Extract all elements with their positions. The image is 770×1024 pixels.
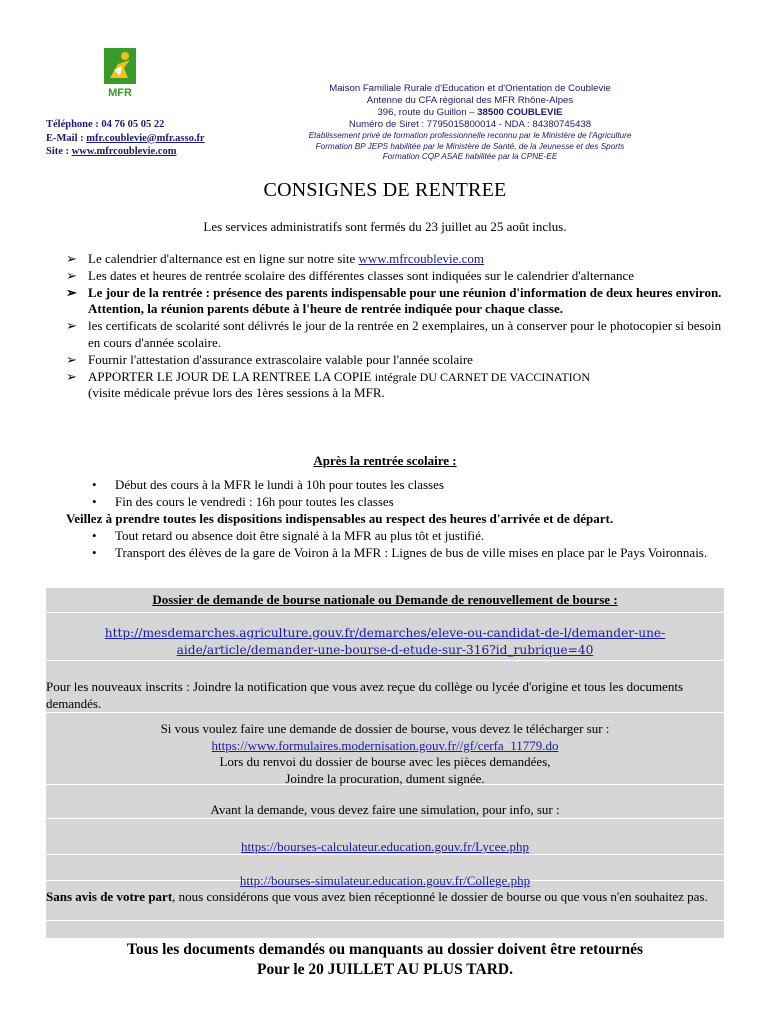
list-item: ➢ Le jour de la rentrée : présence des parents indispensable pour une réunion d'information de deux heures environ. Attention, la réunion parents débute à l'heure de rentrée indiquée pour chaque classe. <box>66 284 722 317</box>
agriculture-link-part-2[interactable]: aide/article/demander-une-bourse-d-etude-sur-316?id_rubrique=40 <box>176 643 594 657</box>
list-item: ➢ Les dates et heures de rentrée scolaire des différentes classes sont indiquées sur le calendrier d'alternance <box>66 267 635 283</box>
final-deadline <box>0 940 770 980</box>
simulation-note: Avant la demande, vous devez faire une simulation, pour info, sur : <box>210 802 560 817</box>
cerfa-link[interactable]: https://www.formulaires.modernisation.gouv.fr//gf/cerfa_11779.do <box>211 738 559 753</box>
arrow-bullet-icon: ➢ <box>66 368 77 384</box>
list-item: ➢ Le calendrier d'alternance est en ligne sur notre site www.mfrcoublevie.com <box>66 251 485 266</box>
arrow-bullet-icon: ➢ <box>66 318 77 334</box>
email-label: E-Mail : <box>46 132 87 144</box>
page-title: CONSIGNES DE RENTREE <box>263 179 507 201</box>
arrow-bullet-icon: ➢ <box>66 351 77 367</box>
mfr-logo <box>100 48 140 100</box>
org-line-1: Maison Familiale Rurale d'Education et d'Orientation de Coublevie <box>329 83 611 94</box>
phone: Téléphone : 04 76 05 05 22 <box>46 119 165 130</box>
instructions-list <box>66 251 726 402</box>
arrow-bullet-icon: ➢ <box>66 284 77 300</box>
final-line-2: Pour le 20 JUILLET AU PLUS TARD. <box>257 961 513 978</box>
proxy-note: Joindre la procuration, dument signée. <box>285 771 485 786</box>
org-line-5: Etablissement privé de formation professionnelle reconnu par le Ministère de l'Agriculture <box>308 131 632 140</box>
site-link[interactable]: www.mfrcoublevie.com <box>71 146 177 157</box>
rules-list <box>90 528 730 562</box>
site-link-inline[interactable]: www.mfrcoublevie.com <box>358 251 485 266</box>
org-siret: Numéro de Siret : 7795015800014 - NDA : 84380745438 <box>348 119 592 130</box>
org-line-6: Formation BP JEPS habilitée par le Ministère de Santé, de la Jeunesse et des Sports <box>315 141 625 151</box>
bourse-title: Dossier de demande de bourse nationale ou Demande de renouvellement de bourse : <box>152 592 618 607</box>
bullet-icon: • <box>92 528 97 543</box>
list-item: ➢ Fournir l'attestation d'assurance extrascolaire valable pour l'année scolaire <box>66 351 473 367</box>
email-link[interactable]: mfr.coublevie@mfr.asso.fr <box>86 132 205 144</box>
list-item: • Début des cours à la MFR le lundi à 10h pour toutes les classes <box>92 477 444 492</box>
list-item: ➢ les certificats de scolarité sont délivrés le jour de la rentrée en 2 exemplaires, un à conserver pour le photocopier si besoin en cours d'année scolaire. <box>66 318 722 350</box>
org-line-7: Formation CQP ASAE habilitée par la CPNE-EE <box>382 152 558 161</box>
bullet-icon: • <box>92 544 97 560</box>
schedule-list <box>90 477 730 511</box>
arrow-bullet-icon: ➢ <box>66 251 77 266</box>
logo-text: MFR <box>108 87 132 99</box>
return-note: Lors du renvoi du dossier de bourse avec les pièces demandées, <box>219 754 551 769</box>
organisation-header <box>285 83 655 163</box>
final-line-1: Tous les documents demandés ou manquants au dossier doivent être retournés <box>126 941 644 958</box>
acknowledgement-note: Sans avis de votre part, nous considérons que vous avez bien réceptionné le dossier de bourse ou que vous n'en souhaitez pas. <box>46 889 708 904</box>
schedule-warning: Veillez à prendre toutes les dispositions indispensables au respect des heures d'arrivée et de départ. <box>66 511 614 526</box>
download-note: Si vous voulez faire une demande de dossier de bourse, vous devez le télécharger sur : <box>160 721 610 736</box>
new-students-note: Pour les nouveaux inscrits : Joindre la notification que vous avez reçue du collège ou lycée d'origine et tous les documents demandés. <box>46 679 683 711</box>
org-city: 38500 COUBLEVIE <box>477 107 563 118</box>
list-item: • Fin des cours le vendredi : 16h pour toutes les classes <box>92 493 394 509</box>
agriculture-link-part-1[interactable]: http://mesdemarches.agriculture.gouv.fr/demarches/eleve-ou-candidat-de-l/demander-une- <box>104 626 666 640</box>
after-section-title: Après la rentrée scolaire : <box>313 453 457 468</box>
org-line-2: Antenne du CFA régional des MFR Rhône-Alpes <box>366 95 574 106</box>
org-address: 396, route du Guillon – <box>377 107 478 118</box>
bourse-box <box>46 588 724 938</box>
list-item: ➢ APPORTER LE JOUR DE LA RENTREE LA COPIE intégrale DU CARNET DE VACCINATION (visite médicale prévue lors des 1ères sessions à la MFR. <box>66 368 591 401</box>
lycee-simulator-link[interactable]: https://bourses-calculateur.education.gouv.fr/Lycee.php <box>241 839 529 854</box>
college-simulator-link[interactable]: http://bourses-simulateur.education.gouv.fr/College.php <box>239 873 531 888</box>
bullet-icon: • <box>92 493 97 509</box>
arrow-bullet-icon: ➢ <box>66 267 77 283</box>
list-item: • Tout retard ou absence doit être signalé à la MFR au plus tôt et justifié. <box>92 528 485 543</box>
list-item: • Transport des élèves de la gare de Voiron à la MFR : Lignes de bus de ville mises en place par le Pays Voironnais. <box>92 544 708 560</box>
closed-notice: Les services administratifs sont fermés du 23 juillet au 25 août inclus. <box>203 219 567 234</box>
site-label: Site : <box>46 146 72 157</box>
bullet-icon: • <box>92 477 97 492</box>
contact-block <box>46 118 205 159</box>
